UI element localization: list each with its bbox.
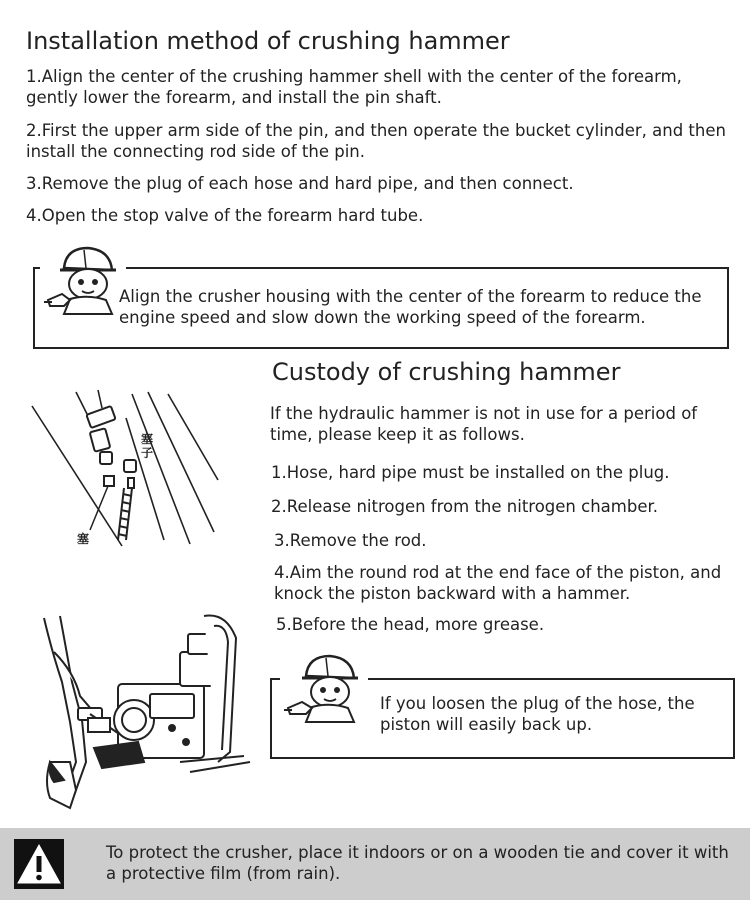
custody-intro: If the hydraulic hammer is not in use for a period of time, please keep it as follows.	[270, 404, 698, 444]
warning-text: To protect the crusher, place it indoors or on a wooden tie and cover it with a protective film (from rain).	[106, 843, 729, 883]
custody-title: Custody of crushing hammer	[272, 358, 621, 386]
plug-label-top: 塞子	[141, 432, 154, 460]
plug-diagram	[28, 388, 228, 548]
custody-step-3: 3.Remove the rod.	[274, 531, 427, 550]
custody-step-5: 5.Before the head, more grease.	[276, 615, 545, 634]
installation-title: Installation method of crushing hammer	[26, 27, 510, 55]
custody-note-text: If you loosen the plug of the hose, the piston will easily back up.	[380, 694, 695, 734]
custody-step-1: 1.Hose, hard pipe must be installed on the plug.	[271, 463, 670, 482]
custody-step-4: 4.Aim the round rod at the end face of the piston, and knock the piston backward with a hammer.	[274, 563, 722, 603]
install-note-text: Align the crusher housing with the center of the forearm to reduce the engine speed and slow down the working speed of the forearm.	[119, 287, 702, 327]
hammer-knocking-illustration	[30, 612, 260, 812]
worker-mascot-icon	[40, 244, 126, 316]
worker-mascot-icon	[280, 652, 368, 724]
plug-label-bottom: 塞	[77, 532, 90, 546]
custody-step-2: 2.Release nitrogen from the nitrogen chamber.	[271, 497, 658, 516]
install-step-4: 4.Open the stop valve of the forearm hard tube.	[26, 206, 424, 225]
install-step-1: 1.Align the center of the crushing hammer shell with the center of the forearm, gently lower the forearm, and install the pin shaft.	[26, 67, 682, 107]
warning-triangle-icon	[13, 838, 65, 890]
install-step-3: 3.Remove the plug of each hose and hard pipe, and then connect.	[26, 174, 574, 193]
install-step-2: 2.First the upper arm side of the pin, and then operate the bucket cylinder, and then install the connecting rod side of the pin.	[26, 121, 726, 161]
